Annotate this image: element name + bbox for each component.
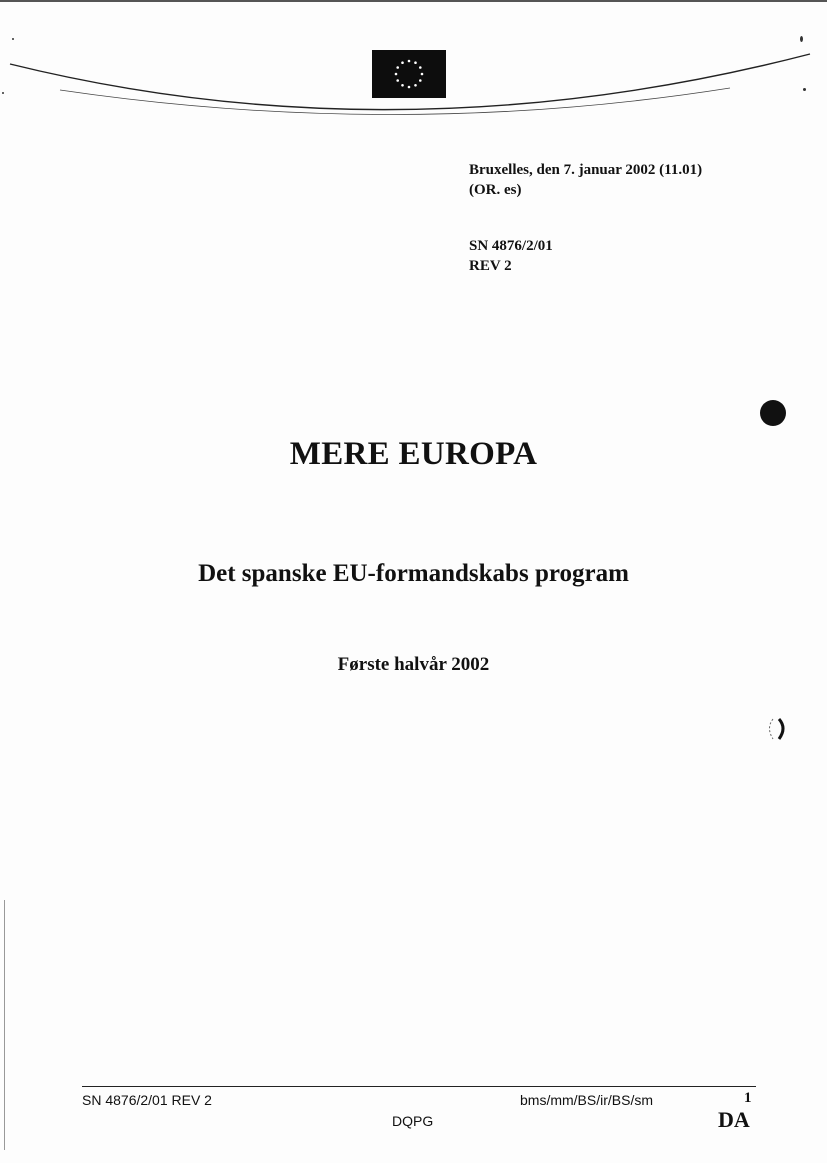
document-title: MERE EUROPA bbox=[289, 436, 538, 472]
document-number: SN 4876/2/01 bbox=[469, 238, 553, 254]
footer-reference: SN 4876/2/01 REV 2 bbox=[82, 1092, 212, 1108]
header-reference-block bbox=[469, 236, 553, 276]
language-code: DA bbox=[718, 1107, 750, 1132]
footer-department: DQPG bbox=[392, 1113, 434, 1129]
page-number: 1 bbox=[744, 1090, 752, 1106]
scan-speck bbox=[12, 38, 14, 40]
footer-initials: bms/mm/BS/ir/BS/sm bbox=[520, 1092, 654, 1108]
date-line: Bruxelles, den 7. januar 2002 (11.01) bbox=[469, 162, 703, 178]
eu-flag-icon bbox=[372, 50, 446, 98]
scan-speck bbox=[2, 92, 4, 94]
footer-rule bbox=[82, 1086, 756, 1087]
scan-edge-line bbox=[4, 900, 5, 1150]
original-language: (OR. es) bbox=[469, 182, 522, 198]
punch-hole-mark bbox=[760, 400, 786, 426]
top-border-rule bbox=[0, 0, 827, 2]
document-period: Første halvår 2002 bbox=[337, 654, 490, 675]
revision-label: REV 2 bbox=[469, 258, 512, 274]
punch-hole-outline bbox=[765, 716, 787, 742]
scan-speck bbox=[800, 36, 803, 42]
header-date-block bbox=[469, 160, 702, 200]
document-subtitle: Det spanske EU-formandskabs program bbox=[198, 560, 629, 587]
scan-speck bbox=[803, 88, 806, 91]
